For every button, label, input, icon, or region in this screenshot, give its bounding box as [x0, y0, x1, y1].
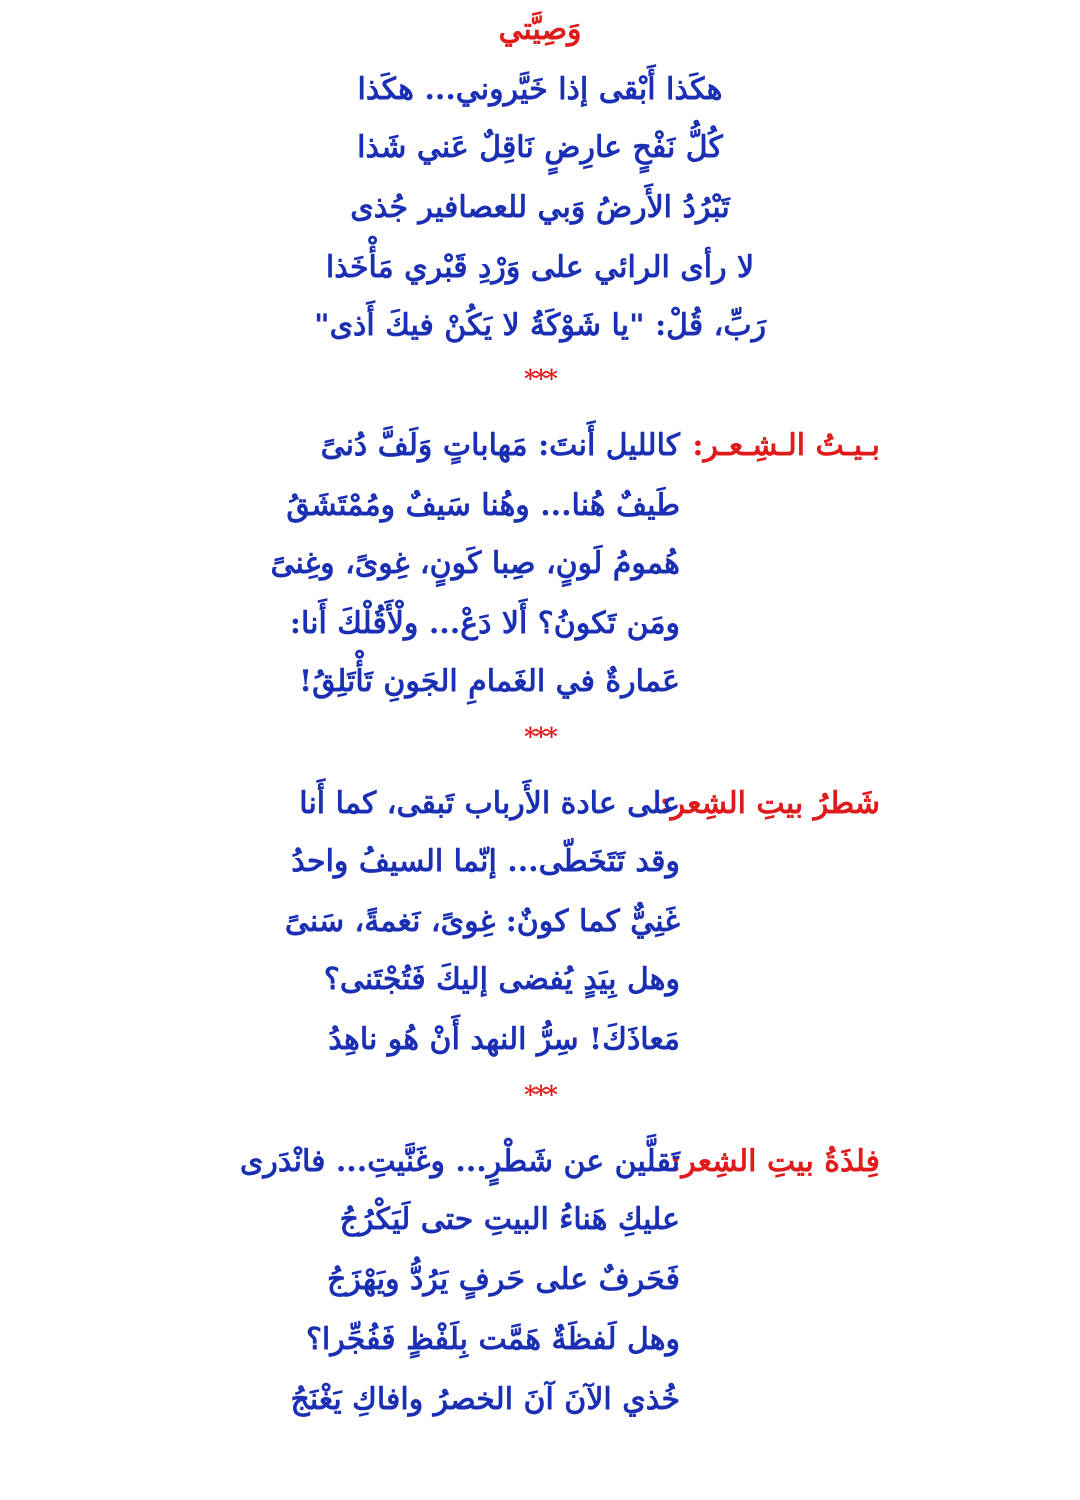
- verse-line: كُلُّ نَفْحٍ عارِضٍ نَاقِلٌ عَني شَذا: [357, 130, 723, 165]
- verse-line: تَقلَّين عن شَطْرٍ... وغَنَّيتِ... فانْدَرى: [239, 1144, 680, 1179]
- verse-line: هُمومُ لَونٍ، صِبا كَونٍ، غِوىً، وغِنىً: [270, 546, 680, 581]
- verse-line: رَبِّ، قُلْ: "يا شَوْكَةُ لا يَكُنْ فيكَ أَذى": [313, 308, 767, 343]
- verse-line: وهل بِيَدٍ يُفضى إليكَ فَتُجْتَنى؟: [323, 962, 680, 997]
- separator: ***: [524, 722, 556, 751]
- verse-line: عَمارةٌ في الغَمامِ الجَونِ تَأْتَلِقُ!: [298, 664, 680, 699]
- verse-line: لا رأى الرائي على وَرْدِ قَبْري مَأْخَذا: [325, 250, 755, 285]
- verse-line: طَيفٌ هُنا... وهُنا سَيفٌ ومُمْتَشَقُ: [286, 488, 680, 523]
- verse-line: فَحَرفٌ على حَرفٍ يَرُدُّ ويَهْزَجُ: [326, 1262, 680, 1297]
- verse-line: على عادة الأَرباب تَبقى، كما أَنا: [299, 786, 680, 821]
- separator: ***: [524, 364, 556, 393]
- verse-line: كالليل أَنتَ: مَهاباتٍ وَلَفَّ دُنىً: [320, 428, 680, 463]
- verse-line: خُذي الآنَ آنَ الخصرُ وافاكِ يَغْنَجُ: [290, 1382, 680, 1417]
- verse-line: وقد تَتَخَطّى... إنّما السيفُ واحدُ: [291, 844, 680, 879]
- verse-line: هكَذا أَبْقى إذا خَيَّروني... هكَذا: [357, 72, 723, 107]
- verse-line: تَبْرُدُ الأَرضُ وَبي للعصافير جُذى: [350, 190, 730, 225]
- section-label: فِلذَةُ بيتِ الشِعر:: [670, 1144, 880, 1179]
- verse-line: عليكِ هَناءُ البيتِ حتى لَيَكْرُجُ: [339, 1202, 680, 1237]
- section-label: شَطرُ بيتِ الشِعر:: [659, 786, 880, 821]
- poem-title: وَصِيَّتي: [498, 12, 582, 47]
- verse-line: مَعاذَكَ! سِرُّ النهد أَنْ هُو ناهِدُ: [328, 1022, 680, 1057]
- separator: ***: [524, 1080, 556, 1109]
- verse-line: ومَن تَكونُ؟ أَلا دَعْ... ولْأَقُلْكَ أَنا:: [289, 606, 680, 641]
- verse-line: وهل لَفظَةٌ هَمَّت بِلَفْظٍ فَفُجِّرا؟: [305, 1322, 680, 1357]
- verse-line: غَنِيٌّ كما كونٌ: غِوىً، نَغمةً، سَنىً: [284, 904, 680, 939]
- section-label: بـيـتُ الـشِـعـر:: [692, 428, 880, 463]
